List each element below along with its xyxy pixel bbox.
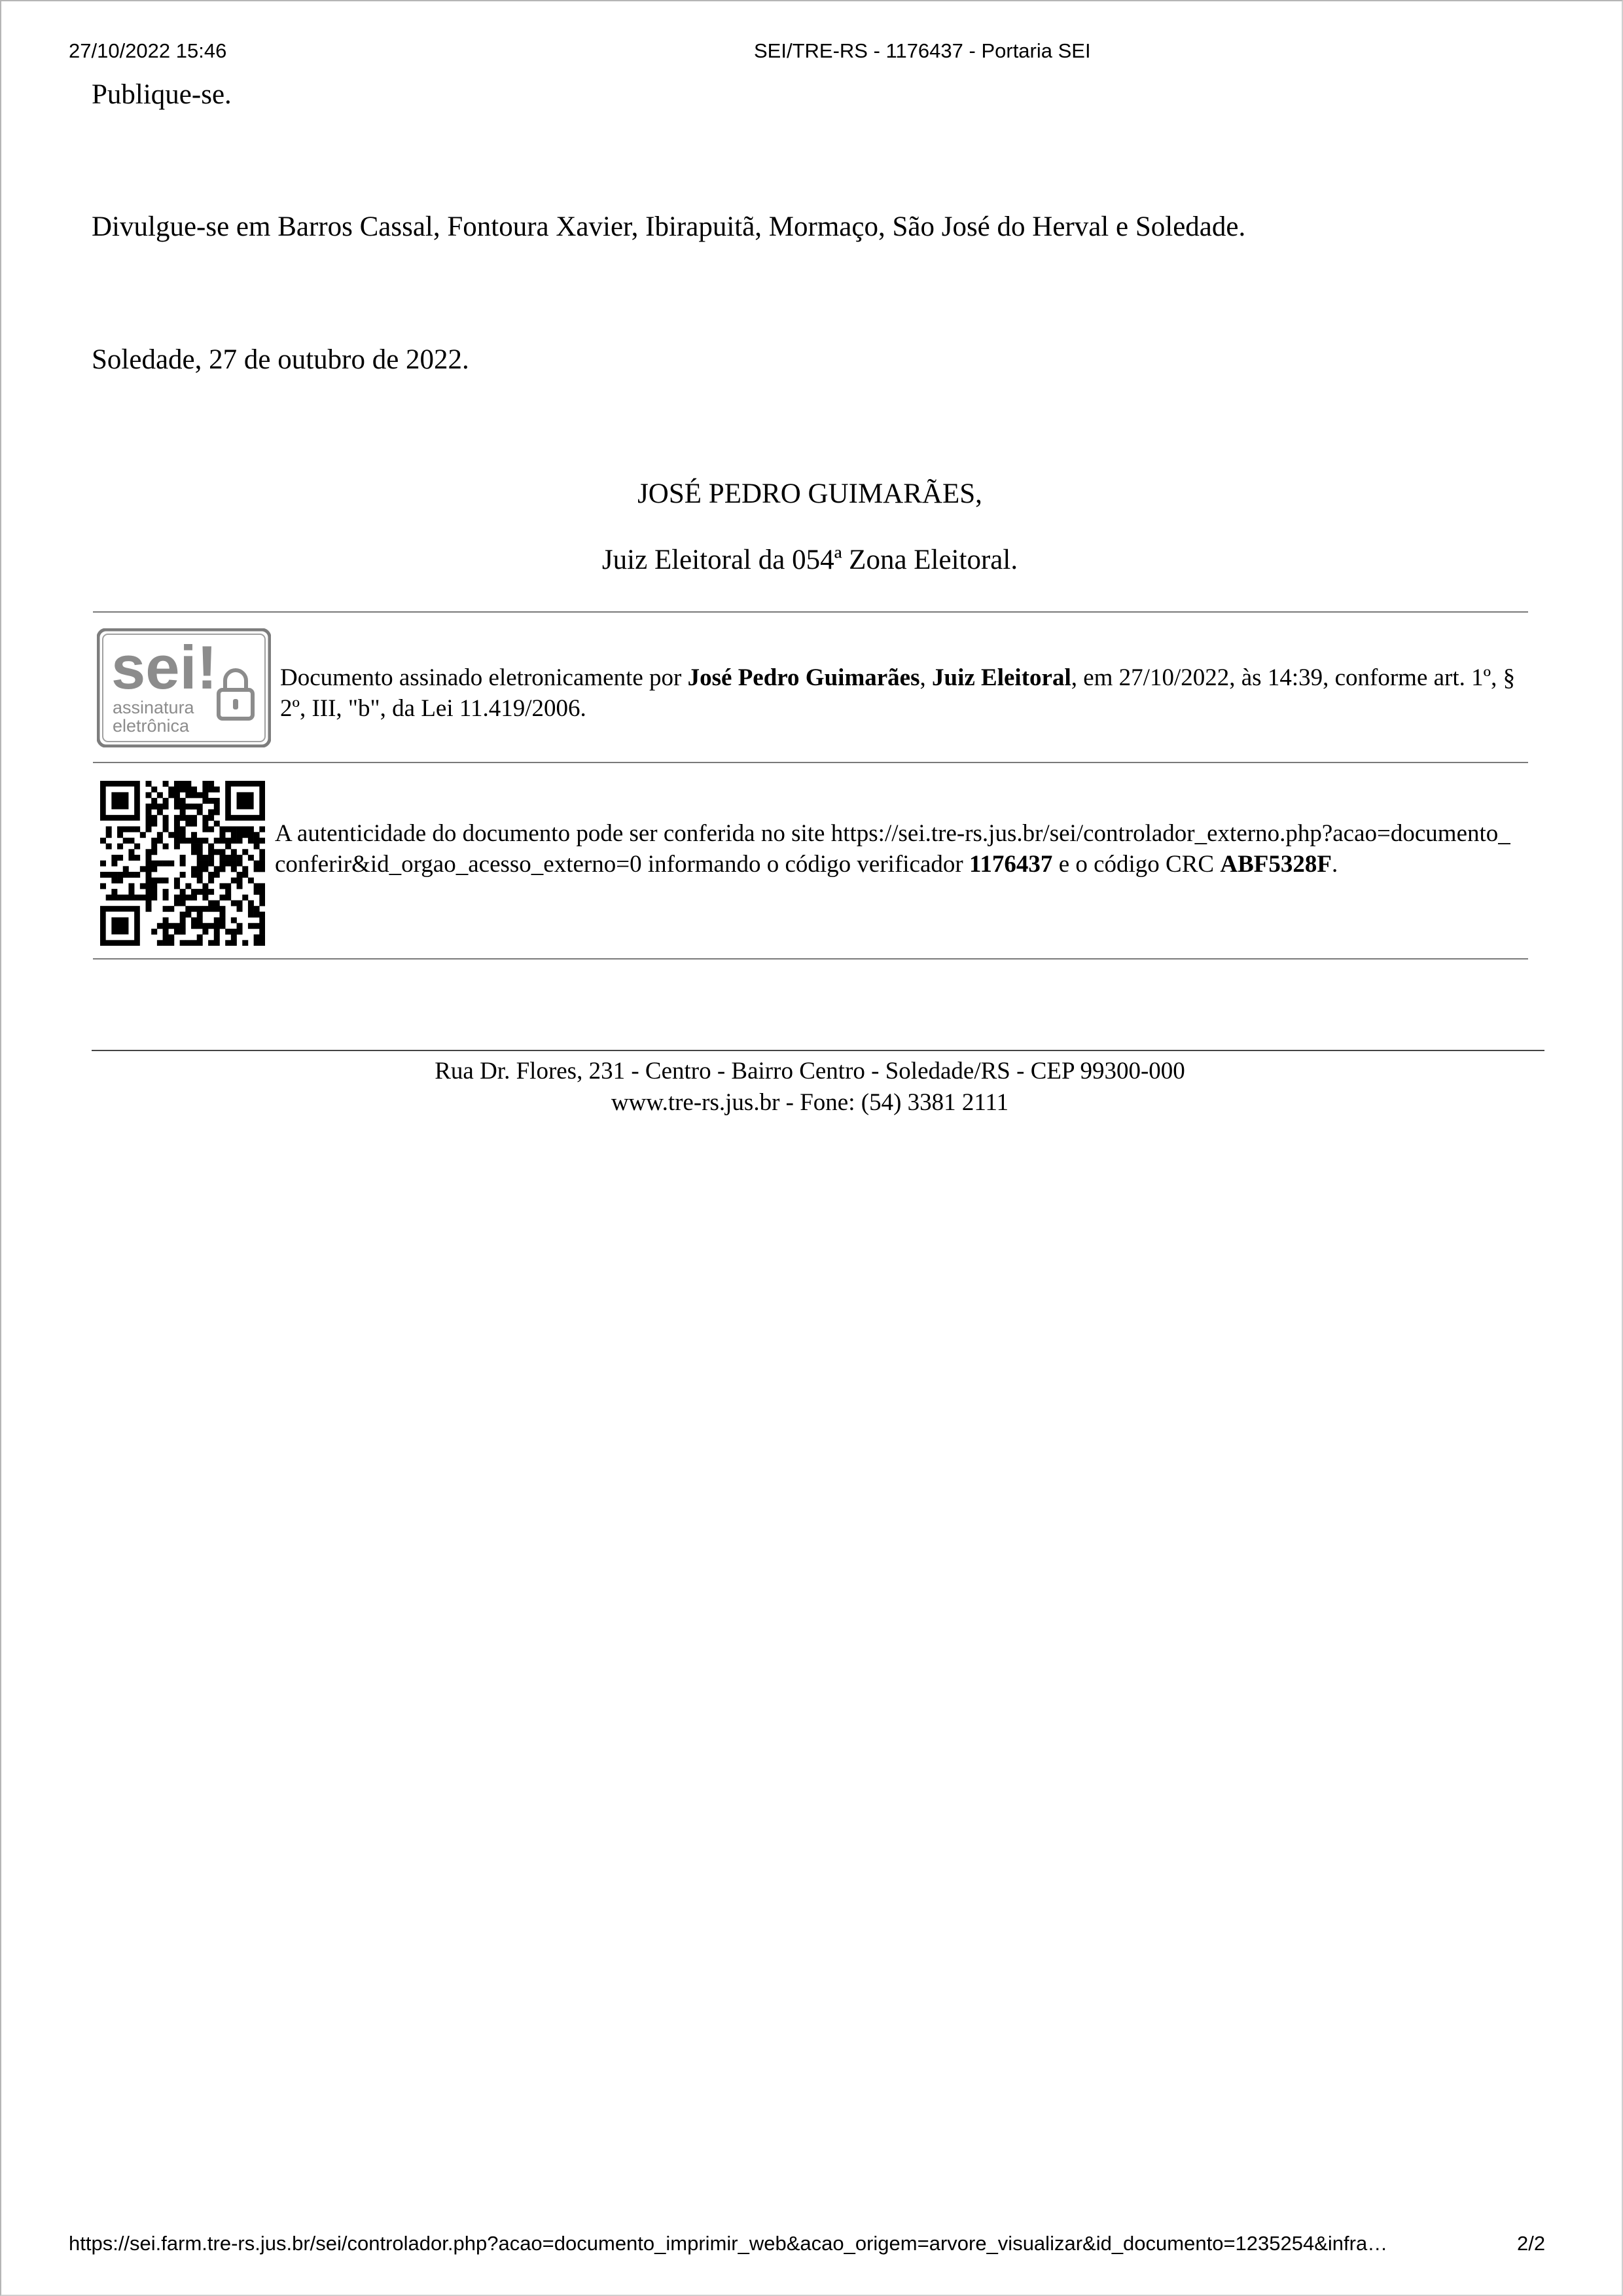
footer-rule bbox=[92, 1050, 1544, 1051]
signature-text: Documento assinado eletronicamente por José Pedro Guimarães, Juiz Eleitoral, em 27/10/2022, às 14:39, conforme art. 1º, § 2º, III, "b", da Lei 11.419/2006. bbox=[280, 664, 1516, 722]
signatory-name: JOSÉ PEDRO GUIMARÃES, bbox=[637, 478, 982, 509]
divider bbox=[93, 762, 1528, 763]
address-line-2: www.tre-rs.jus.br - Fone: (54) 3381 2111 bbox=[611, 1089, 1009, 1116]
verification-code: 1176437 bbox=[969, 851, 1053, 878]
verification-text: A autenticidade do documento pode ser conferida no site https://sei.tre-rs.jus.br/sei/controlador_externo.php?acao=documento_conferir&id_orgao_acesso_externo=0 informando o código verificador 1176437 e o código CRC ABF5328F. bbox=[275, 820, 1510, 878]
seal-caption-1: assinatura bbox=[113, 698, 194, 717]
qr-code-icon bbox=[100, 781, 265, 946]
print-header-datetime: 27/10/2022 15:46 bbox=[69, 39, 227, 62]
print-footer-url: https://sei.farm.tre-rs.jus.br/sei/controlador.php?acao=documento_imprimir_web&acao_origem=arvore_visualizar&id_documento=1235254&infra… bbox=[69, 2232, 1388, 2255]
seal-word: sei! bbox=[111, 633, 217, 702]
divider bbox=[93, 958, 1528, 960]
divider bbox=[93, 611, 1528, 613]
sei-seal-icon bbox=[97, 628, 271, 747]
signatory-role: Juiz Eleitoral da 054ª Zona Eleitoral. bbox=[601, 545, 1018, 575]
signer-role: Juiz Eleitoral bbox=[932, 664, 1071, 691]
seal-caption-2: eletrônica bbox=[113, 716, 190, 736]
place-date-line: Soledade, 27 de outubro de 2022. bbox=[92, 344, 469, 375]
disclose-line: Divulgue-se em Barros Cassal, Fontoura Xavier, Ibirapuitã, Mormaço, São José do Herval e Soledade. bbox=[92, 211, 1246, 242]
print-footer-page: 2/2 bbox=[1517, 2232, 1546, 2255]
signer-name: José Pedro Guimarães bbox=[687, 664, 920, 691]
address-line-1: Rua Dr. Flores, 231 - Centro - Bairro Centro - Soledade/RS - CEP 99300-000 bbox=[435, 1058, 1185, 1085]
publish-line: Publique-se. bbox=[92, 79, 232, 110]
print-header-title: SEI/TRE-RS - 1176437 - Portaria SEI bbox=[754, 39, 1091, 62]
crc-code: ABF5328F bbox=[1220, 851, 1332, 878]
